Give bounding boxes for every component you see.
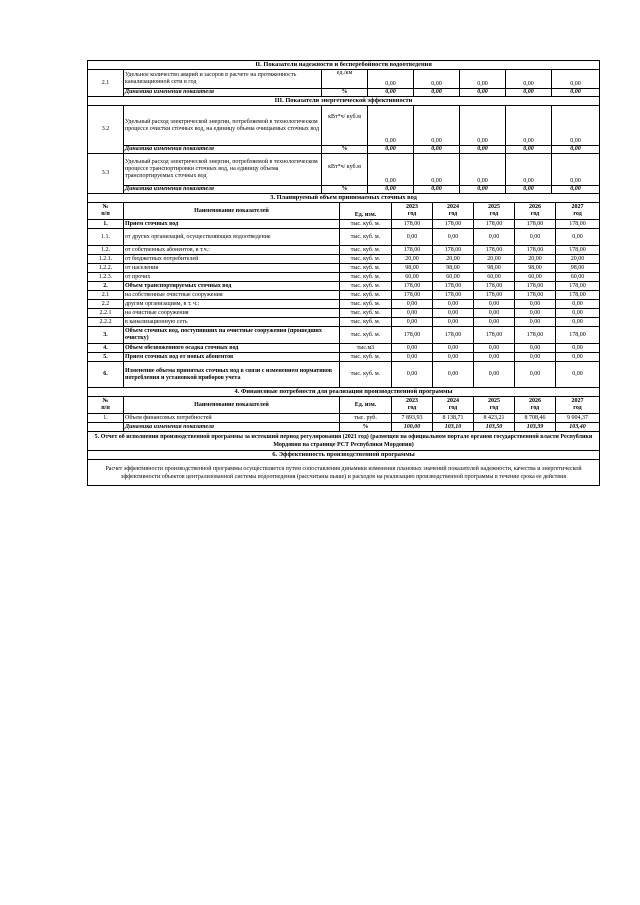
- row-value: 0,00: [556, 229, 600, 246]
- row-value: 0,00: [515, 300, 556, 309]
- row-value: 0,00: [392, 300, 433, 309]
- row-number: 1.2.: [88, 246, 124, 255]
- table-row: [88, 220, 600, 229]
- dynamics-value: 100,00: [392, 423, 433, 432]
- dynamics-value: 0,00: [506, 89, 552, 97]
- header-year: 2025 год: [474, 397, 515, 414]
- finance-table: [87, 387, 600, 486]
- table-row: [88, 309, 600, 318]
- table-row: [88, 282, 600, 291]
- row-name: Удельное количество аварий и засоров в расчете на протяженность канализационной сети в год: [124, 70, 322, 89]
- table-row: [88, 154, 600, 186]
- row-name: Объем финансовых потребностей: [124, 414, 340, 423]
- dynamics-row: [88, 89, 600, 97]
- row-number: 1.: [88, 220, 124, 229]
- row-name: от других организаций, осуществляющих водоотведение: [124, 229, 340, 246]
- row-value: 0,00: [556, 344, 600, 353]
- row-value: 20,00: [392, 255, 433, 264]
- row-name: от бюджетных потребителей: [124, 255, 340, 264]
- row-value: 178,00: [392, 327, 433, 344]
- row-value: 0,00: [474, 353, 515, 362]
- dynamics-unit: %: [322, 186, 368, 194]
- row-value: 178,00: [392, 220, 433, 229]
- row-unit: тыс. куб. м.: [340, 229, 392, 246]
- table-row: [88, 106, 600, 146]
- dynamics-value: 0,00: [414, 146, 460, 154]
- indicators-table: [87, 60, 600, 194]
- row-number: 2.2.1: [88, 309, 124, 318]
- dynamics-row: [88, 146, 600, 154]
- row-value: 8 708,46: [515, 414, 556, 423]
- row-unit: тыс. куб. м.: [340, 264, 392, 273]
- row-name: другим организациям, в т. ч.:: [124, 300, 340, 309]
- row-value: 0,00: [433, 300, 474, 309]
- header-number: № п/п: [88, 203, 124, 220]
- table-row: [88, 264, 600, 273]
- header-year: 2025 год: [474, 203, 515, 220]
- row-value: 0,00: [474, 362, 515, 388]
- row-unit: тыс. руб.: [340, 414, 392, 423]
- row-value: 0,00: [414, 106, 460, 146]
- row-number: 1.2.1.: [88, 255, 124, 264]
- row-value: 0,00: [474, 344, 515, 353]
- header-year: 2024 год: [433, 397, 474, 414]
- table-row: [88, 229, 600, 246]
- row-value: 9 004,37: [556, 414, 600, 423]
- dynamics-value: 103,40: [556, 423, 600, 432]
- header-year: 2023 год: [392, 203, 433, 220]
- table-row: [88, 70, 600, 89]
- row-number: 1.: [88, 414, 124, 423]
- header-year: 2026 год: [515, 203, 556, 220]
- dynamics-row: [88, 186, 600, 194]
- table-header: [88, 203, 600, 220]
- volume-title: 3. Планируемый объем принимаемых сточных вод: [88, 194, 600, 203]
- row-value: 20,00: [556, 255, 600, 264]
- row-value: 0,00: [392, 229, 433, 246]
- row-value: 178,00: [474, 220, 515, 229]
- row-number: 3.: [88, 327, 124, 344]
- table-row: [88, 255, 600, 264]
- row-value: 0,00: [392, 362, 433, 388]
- row-value: 0,00: [433, 344, 474, 353]
- row-value: 60,00: [474, 273, 515, 282]
- row-value: 0,00: [552, 106, 600, 146]
- row-value: 8 423,21: [474, 414, 515, 423]
- table-header: [88, 397, 600, 414]
- row-value: 60,00: [392, 273, 433, 282]
- row-unit: тыс. куб. м.: [340, 291, 392, 300]
- row-unit: тыс. куб. м.: [340, 282, 392, 291]
- row-value: 60,00: [433, 273, 474, 282]
- row-value: 0,00: [515, 344, 556, 353]
- table-row: [88, 362, 600, 388]
- row-name: от собственных абонентов, в т.ч.:: [124, 246, 340, 255]
- dynamics-label: Динамика изменения показателя: [124, 423, 340, 432]
- row-number: 2.1: [88, 291, 124, 300]
- section6-title: 6. Эффективность производственной программы: [88, 451, 600, 460]
- row-value: 98,00: [392, 264, 433, 273]
- row-name: Прием сточных вод от новых абонентов: [124, 353, 340, 362]
- row-unit: кВт*ч/ куб.м: [322, 154, 368, 186]
- row-value: 0,00: [433, 353, 474, 362]
- row-value: 0,00: [506, 70, 552, 89]
- header-unit: Ед. изм.: [340, 203, 392, 220]
- dynamics-value: 0,00: [460, 186, 506, 194]
- row-number: 2.: [88, 282, 124, 291]
- row-value: 0,00: [392, 318, 433, 327]
- row-unit: тыс. куб. м.: [340, 246, 392, 255]
- row-value: 0,00: [515, 309, 556, 318]
- row-value: 0,00: [433, 229, 474, 246]
- row-value: 178,00: [556, 220, 600, 229]
- row-number: 4.: [88, 344, 124, 353]
- row-value: 0,00: [515, 353, 556, 362]
- row-value: 0,00: [515, 318, 556, 327]
- row-value: 0,00: [506, 106, 552, 146]
- row-number: 3.2: [88, 106, 124, 154]
- row-value: 178,00: [474, 291, 515, 300]
- row-value: 98,00: [433, 264, 474, 273]
- row-unit: тыс. куб. м.: [340, 300, 392, 309]
- dynamics-value: 103,50: [474, 423, 515, 432]
- row-value: 0,00: [552, 154, 600, 186]
- row-value: 60,00: [556, 273, 600, 282]
- row-value: 98,00: [556, 264, 600, 273]
- dynamics-label: Динамика изменения показателя: [124, 89, 322, 97]
- row-name: от прочих: [124, 273, 340, 282]
- row-unit: тыс. куб. м.: [340, 353, 392, 362]
- row-name: на очистные сооружения: [124, 309, 340, 318]
- row-unit: ед./км: [322, 70, 368, 89]
- dynamics-value: 103,10: [433, 423, 474, 432]
- section5-title: 5. Отчет об исполнении производственной программы за истекший период регулирования (2021 год) (размещен на официальном портале органов государственной власти Республики Мордовия на странице РСТ Республики Мордовия): [88, 432, 600, 451]
- row-value: 20,00: [474, 255, 515, 264]
- row-value: 0,00: [460, 106, 506, 146]
- dynamics-value: 0,00: [460, 89, 506, 97]
- volume-table: [87, 193, 600, 388]
- dynamics-label: Динамика изменения показателя: [124, 186, 322, 194]
- row-name: Прием сточных вод: [124, 220, 340, 229]
- row-value: 0,00: [392, 309, 433, 318]
- finance-title: 4. Финансовые потребности для реализации производственной программы: [88, 388, 600, 397]
- row-unit: тыс. куб. м.: [340, 220, 392, 229]
- row-value: 178,00: [515, 282, 556, 291]
- table-row: [88, 300, 600, 309]
- table-row: [88, 273, 600, 282]
- row-value: 0,00: [556, 362, 600, 388]
- row-unit: тыс. куб. м.: [340, 327, 392, 344]
- row-value: 178,00: [433, 246, 474, 255]
- header-year: 2024 год: [433, 203, 474, 220]
- row-name: от населения: [124, 264, 340, 273]
- table-row: [88, 318, 600, 327]
- row-value: 20,00: [433, 255, 474, 264]
- row-unit: тыс. куб. м.: [340, 318, 392, 327]
- row-name: Удельный расход электрической энергии, потребляемой в технологическом процессе очистки сточных вод, на единицу объема очищаемых сточных вод: [124, 106, 322, 146]
- row-value: 0,00: [460, 70, 506, 89]
- table-row: [88, 344, 600, 353]
- row-value: 0,00: [474, 309, 515, 318]
- row-value: 0,00: [474, 300, 515, 309]
- dynamics-value: 0,00: [414, 89, 460, 97]
- dynamics-value: 0,00: [368, 186, 414, 194]
- table-row: [88, 246, 600, 255]
- row-value: 0,00: [433, 309, 474, 318]
- header-unit: Ед. изм.: [340, 397, 392, 414]
- row-name: Удельный расход электрической энергии, потребляемой в технологическом процессе транспортировки сточных вод, на единицу объема транспортируемых сточных вод: [124, 154, 322, 186]
- document-page: [87, 60, 599, 486]
- row-value: 60,00: [515, 273, 556, 282]
- row-value: 0,00: [515, 362, 556, 388]
- row-value: 7 893,93: [392, 414, 433, 423]
- table-row: [88, 353, 600, 362]
- row-unit: тыс. куб. м.: [340, 273, 392, 282]
- row-unit: тыс. куб. м.: [340, 309, 392, 318]
- row-name: в канализационную сеть: [124, 318, 340, 327]
- dynamics-value: 0,00: [368, 89, 414, 97]
- dynamics-value: 0,00: [552, 89, 600, 97]
- row-value: 178,00: [515, 220, 556, 229]
- dynamics-unit: %: [322, 146, 368, 154]
- header-name: Наименование показателей: [124, 397, 340, 414]
- row-value: 178,00: [392, 246, 433, 255]
- row-name: Изменение объема принятых сточных вод в связи с изменением нормативов потребления и установкой приборов учета: [124, 362, 340, 388]
- row-value: 178,00: [556, 291, 600, 300]
- row-value: 178,00: [515, 291, 556, 300]
- dynamics-label: Динамика изменения показателя: [124, 146, 322, 154]
- row-value: 178,00: [474, 327, 515, 344]
- dynamics-unit: %: [322, 89, 368, 97]
- row-value: 98,00: [474, 264, 515, 273]
- header-year: 2023 год: [392, 397, 433, 414]
- table-row: [88, 291, 600, 300]
- row-number: 1.2.3.: [88, 273, 124, 282]
- row-value: 0,00: [392, 344, 433, 353]
- header-year: 2027 год: [556, 397, 600, 414]
- empty-cell: [88, 423, 124, 432]
- row-name: на собственные очистные сооружения: [124, 291, 340, 300]
- row-value: 178,00: [433, 291, 474, 300]
- row-value: 0,00: [556, 309, 600, 318]
- row-unit: кВт*ч/ куб.м: [322, 106, 368, 146]
- row-value: 0,00: [392, 353, 433, 362]
- header-year: 2026 год: [515, 397, 556, 414]
- dynamics-value: 0,00: [460, 146, 506, 154]
- dynamics-value: 0,00: [506, 146, 552, 154]
- row-name: Объем обезвоженного осадка сточных вод: [124, 344, 340, 353]
- row-value: 0,00: [556, 318, 600, 327]
- row-value: 0,00: [433, 318, 474, 327]
- row-unit: тыс. куб. м.: [340, 255, 392, 264]
- dynamics-value: 103,39: [515, 423, 556, 432]
- row-value: 0,00: [433, 362, 474, 388]
- table-row: [88, 414, 600, 423]
- row-value: 178,00: [556, 327, 600, 344]
- row-value: 0,00: [474, 229, 515, 246]
- header-name: Наименование показателей: [124, 203, 340, 220]
- row-number: 2.2: [88, 300, 124, 309]
- row-value: 0,00: [368, 70, 414, 89]
- row-value: 0,00: [414, 70, 460, 89]
- table-row: [88, 327, 600, 344]
- section6-text: Расчет эффективности производственной программы осуществляется путем сопоставления динамики изменения плановых значений показателей надежности, качества и энергетической эффективности объектов централизованной системы водоотведения (рассчитаны выше) и расходов на реализацию производственной программы в течение срока ее действия: [88, 460, 600, 486]
- section3-title: III. Показатели энергетической эффективности: [88, 97, 600, 106]
- row-value: 0,00: [368, 154, 414, 186]
- row-number: 2.1: [88, 70, 124, 97]
- row-value: 8 138,71: [433, 414, 474, 423]
- row-value: 0,00: [556, 300, 600, 309]
- row-unit: тыс. куб. м.: [340, 362, 392, 388]
- dynamics-value: 0,00: [506, 186, 552, 194]
- row-unit: тыс.м3: [340, 344, 392, 353]
- row-value: 178,00: [474, 246, 515, 255]
- row-number: 5.: [88, 353, 124, 362]
- row-value: 0,00: [368, 106, 414, 146]
- row-value: 0,00: [506, 154, 552, 186]
- header-year: 2027 год: [556, 203, 600, 220]
- row-value: 0,00: [474, 318, 515, 327]
- row-number: 3.3: [88, 154, 124, 194]
- dynamics-value: 0,00: [368, 146, 414, 154]
- row-value: 178,00: [515, 246, 556, 255]
- row-value: 178,00: [392, 282, 433, 291]
- dynamics-value: 0,00: [552, 146, 600, 154]
- dynamics-value: 0,00: [414, 186, 460, 194]
- row-value: 20,00: [515, 255, 556, 264]
- row-value: 178,00: [433, 220, 474, 229]
- row-value: 178,00: [515, 327, 556, 344]
- dynamics-row: [88, 423, 600, 432]
- row-value: 0,00: [552, 70, 600, 89]
- row-value: 0,00: [515, 229, 556, 246]
- row-value: 0,00: [414, 154, 460, 186]
- section2-title: II. Показатели надежности и бесперебойности водоотведения: [88, 61, 600, 70]
- row-value: 178,00: [433, 282, 474, 291]
- row-name: Объем транспортируемых сточных вод: [124, 282, 340, 291]
- dynamics-value: 0,00: [552, 186, 600, 194]
- dynamics-unit: %: [340, 423, 392, 432]
- row-value: 178,00: [392, 291, 433, 300]
- row-value: 98,00: [515, 264, 556, 273]
- row-value: 0,00: [556, 353, 600, 362]
- row-number: 1.1.: [88, 229, 124, 246]
- row-number: 6.: [88, 362, 124, 388]
- header-number: № п/п: [88, 397, 124, 414]
- row-value: 178,00: [474, 282, 515, 291]
- row-name: Объем сточных вод, поступивших на очистные сооружения (прошедших очистку): [124, 327, 340, 344]
- row-value: 178,00: [556, 282, 600, 291]
- row-value: 178,00: [556, 246, 600, 255]
- row-value: 0,00: [460, 154, 506, 186]
- row-number: 2.2.2: [88, 318, 124, 327]
- row-number: 1.2.2.: [88, 264, 124, 273]
- row-value: 178,00: [433, 327, 474, 344]
